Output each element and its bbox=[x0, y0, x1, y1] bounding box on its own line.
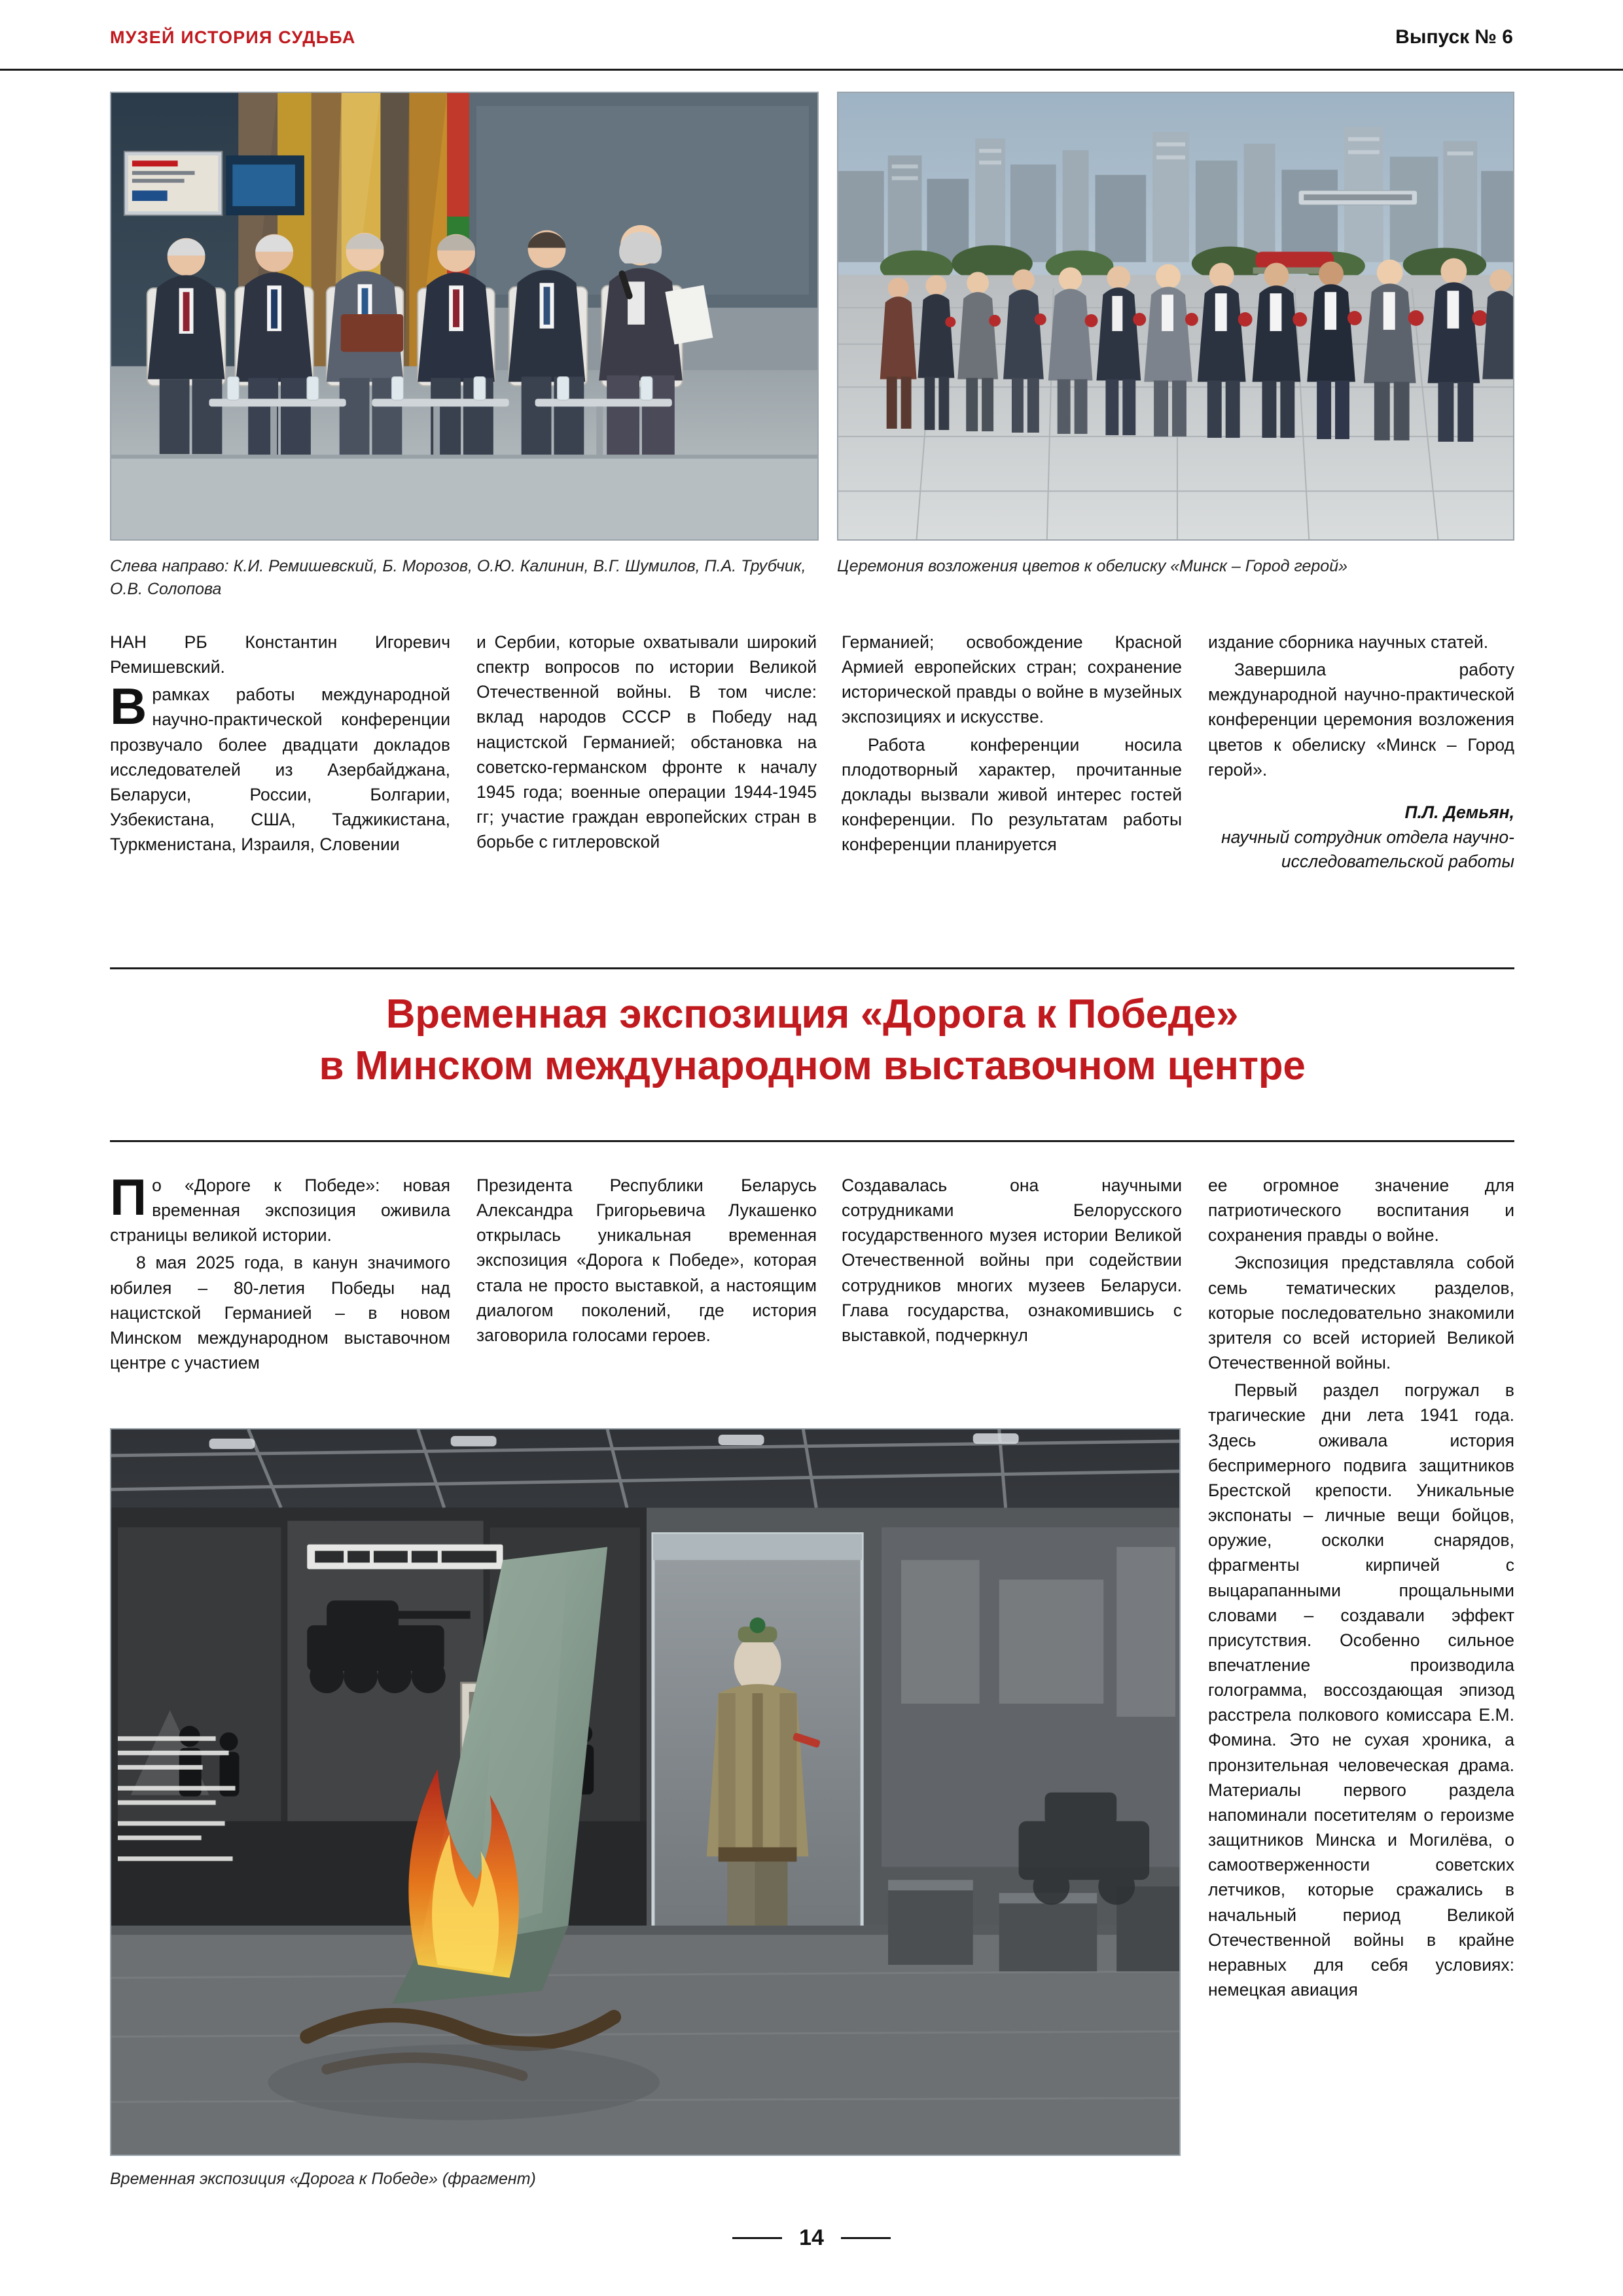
photo-exposition bbox=[110, 1428, 1181, 2156]
paragraph-with-dropcap bbox=[110, 1168, 450, 1247]
publication-title: МУЗЕЙ ИСТОРИЯ СУДЬБА bbox=[110, 27, 356, 47]
paragraph: ее огромное значение для патриотического воспитания и сохранения правды о войне. bbox=[1208, 1175, 1514, 1246]
paragraph: Германией; освобождение Красной Армией европейских стран; сохранение исторической правды о войне в музейных экспозициях и искусстве. bbox=[842, 632, 1182, 727]
signature-author: П.Л. Демьян, bbox=[1404, 802, 1514, 822]
article-top-column-1 bbox=[110, 630, 450, 857]
paragraph: Завершила работу международной научно-практической конференции церемония возложения цветов к обелиску «Минск – Город герой». bbox=[1208, 660, 1514, 780]
caption-photo-exposition: Временная экспозиция «Дорога к Победе» (фрагмент) bbox=[110, 2170, 536, 2188]
paragraph-text: о «Дороге к Победе»: новая временная экспозиция оживила страницы великой истории. bbox=[110, 1175, 450, 1246]
paragraph: и Сербии, которые охватывали широкий спектр вопросов по истории Великой Отечественной войны. В том числе: вклад народов СССР в Победу над нацистской Германией; обстановка на советско-германском фронте к началу 1945 года; военные операции 1944-1945 гг; участие граждан европейских стран в борьбе с гитлеровской bbox=[476, 632, 817, 852]
footer-rule-left bbox=[732, 2237, 782, 2239]
article-top-column-2 bbox=[476, 630, 817, 854]
article-top-column-3 bbox=[842, 630, 1182, 857]
caption-photo-ceremony: Церемония возложения цветов к обелиску «Минск – Город герой» bbox=[837, 557, 1348, 575]
article-bottom-column-2 bbox=[476, 1173, 817, 1348]
paragraph: Первый раздел погружал в трагические дни лета 1941 года. Здесь оживала история беспримерного подвига защитников Брестской крепости. Уникальные экспонаты – личные вещи бойцов, оружие, осколки снарядов, фрагменты кирпичей с выцарапанными прощальными словами – создавали эффект присутствия. Особенно сильное впечатление производила голограмма, воссоздающая эпизод расстрела полкового комиссара Е.М. Фомина. Это не сухая хроника, а пронзительная человеческая драма. Материалы первого раздела напоминали посетителям о героизме защитников Минска и Могилёва, о самоотверженности советских летчиков, которые сражались в начальный период Великой Отечественной войны в крайне неравных для себя условиях: немецкая авиация bbox=[1208, 1380, 1514, 2000]
headline-line-1: Временная экспозиция «Дорога к Победе» bbox=[385, 992, 1239, 1037]
paragraph: Работа конференции носила плодотворный характер, прочитанные доклады вызвали живой интерес гостей конференции. По результатам работы конференции планируется bbox=[842, 734, 1182, 855]
dropcap-letter: П bbox=[110, 1168, 147, 1226]
page-number: 14 bbox=[799, 2225, 824, 2250]
caption-photo-conference: Слева направо: К.И. Ремишевский, Б. Морозов, О.Ю. Калинин, В.Г. Шумилов, П.А. Трубчик, О.В. Солопова bbox=[110, 557, 806, 598]
photo-conference bbox=[110, 92, 819, 541]
dropcap-letter: В bbox=[110, 677, 147, 736]
page-footer bbox=[0, 2225, 1623, 2251]
issue-label: Выпуск № 6 bbox=[1395, 26, 1513, 48]
article-top-column-4 bbox=[1208, 630, 1514, 874]
article-bottom-column-1 bbox=[110, 1168, 450, 1375]
headline-rule-bottom bbox=[110, 1140, 1514, 1142]
photo-ceremony bbox=[837, 92, 1514, 541]
paragraph: Президента Республики Беларусь Александра Григорьевича Лукашенко открылась уникальная временная экспозиция «Дорога к Победе», которая стала не просто выставкой, а настоящим диалогом поколений, где история заговорила голосами героев. bbox=[476, 1175, 817, 1345]
paragraph: Создавалась она научными сотрудниками Белорусского государственного музея истории Великой Отечественной войны при содействии сотрудников многих музеев Беларуси. Глава государства, ознакомившись с выставкой, подчеркнул bbox=[842, 1175, 1182, 1345]
headline-rule-top bbox=[110, 967, 1514, 969]
section-headline bbox=[110, 988, 1514, 1092]
signature-role: научный сотрудник отдела научно-исследовательской работы bbox=[1221, 827, 1514, 872]
article-bottom-column-4 bbox=[1208, 1173, 1514, 2002]
paragraph: 8 мая 2025 года, в канун значимого юбилея – 80-летия Победы над нацистской Германией – в новом Минском международном выставочном центре с участием bbox=[110, 1253, 450, 1373]
article-signature bbox=[1208, 800, 1514, 874]
paragraph-with-dropcap bbox=[110, 677, 450, 857]
article-bottom-column-3 bbox=[842, 1173, 1182, 1348]
footer-rule-right bbox=[841, 2237, 891, 2239]
headline-line-2: в Минском международном выставочном центре bbox=[319, 1043, 1306, 1089]
page-header bbox=[0, 0, 1623, 71]
paragraph: НАН РБ Константин Игоревич Ремишевский. bbox=[110, 632, 450, 677]
paragraph: Экспозиция представляла собой семь тематических разделов, которые последовательно знакомили зрителя со всей историей Великой Отечественной войны. bbox=[1208, 1253, 1514, 1373]
paragraph-text: рамках работы международной научно-практической конференции прозвучало более двадцати докладов исследователей из Азербайджана, Беларуси, России, Болгарии, Узбекистана, США, Таджикистана, Туркменистана, Израиля, Словении bbox=[110, 685, 450, 855]
paragraph: издание сборника научных статей. bbox=[1208, 632, 1489, 652]
